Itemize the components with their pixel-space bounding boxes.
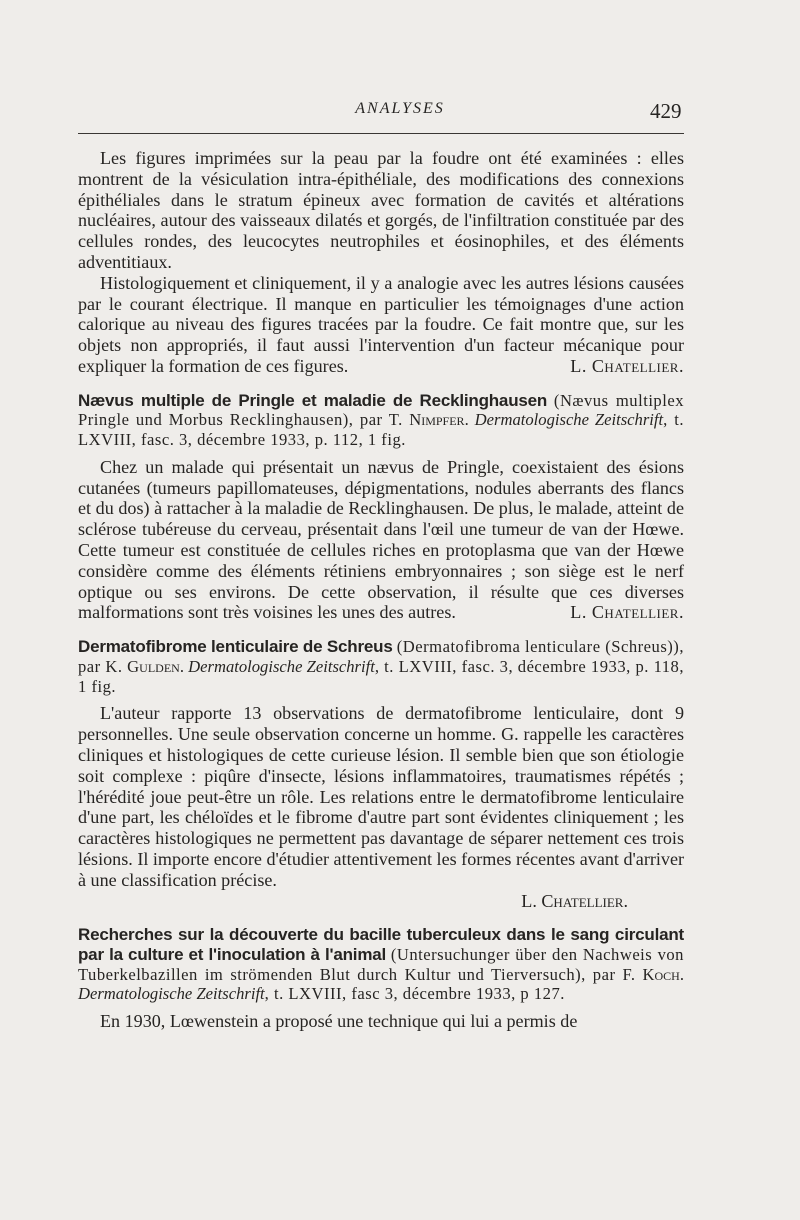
entry1-journal: Dermatologische Zeitschrift xyxy=(474,410,664,430)
page-number: 429 xyxy=(650,99,682,123)
entry3-journal: Dermatologische Zeitschrift xyxy=(78,984,265,1004)
entry2-bib-a: (Dermatofibroma lenticulare (Schreus)), par K. xyxy=(78,637,684,676)
entry0-paragraph-2 xyxy=(78,273,684,377)
entry2-bib-c: , t. LXVIII, fasc. 3, décembre 1933, p. 118, 1 fig. xyxy=(78,656,684,696)
entry2-signature: L. Chatellier. xyxy=(521,890,628,911)
page-body xyxy=(78,148,684,1032)
entry3-bib-c: , t. LXVIII, fasc 3, décembre 1933, p 127. xyxy=(264,984,565,1004)
entry2-heading xyxy=(78,637,684,696)
entry1-paragraph-1-text: Chez un malade qui présentait un nævus de Pringle, coexistaient des ésions cutanées (tumeurs papillomateuses, dépigmentations, nodules aberrants des flancs et du dos) à rattacher à la maladie de Recklinghausen. De plus, le malade, atteint de sclérose tubéreuse du cerveau, présentait dans l'œil une tumeur de van der Hœwe. Cette tumeur est constituée de cellules riches en protoplasma que van der Hœwe considère comme des éléments rétiniens embryonnaires ; son siège est le nerf optique ou ses environs. De cette observation, il résulte que ces diverses malformations sont très voisines les unes des autres. xyxy=(78,456,684,623)
entry1-title: Nævus multiple de Pringle et maladie de Recklinghausen xyxy=(78,390,548,410)
entry3-bib-b: . xyxy=(679,964,684,984)
entry1-bib-b: . xyxy=(464,410,475,430)
running-header-title: ANALYSES xyxy=(355,100,445,117)
header-rule xyxy=(78,133,684,134)
entry1-paragraph-1 xyxy=(78,457,684,623)
entry0-signature: L. Chatellier. xyxy=(570,355,684,376)
entry1-bib-c: , t. LXVIII, fasc. 3, décembre 1933, p. 112, 1 fig. xyxy=(78,410,684,450)
entry2-paragraph-1: L'auteur rapporte 13 observations de dermatofibrome lenticulaire, dont 9 personnelles. Une seule observation concerne un homme. G. rappelle les caractères cliniques et histologiques de cette curieuse lésion. Il semble bien que son étiologie soit complexe : piqûre d'insecte, lésions inflammatoires, traumatismes répétés ; l'hérédité joue peut-être un rôle. Les relations entre le dermatofibrome lenticulaire d'une part, les chéloïdes et le fibrome d'autre part sont évidentes cliniquement ; les caractères histologiques ne permettent pas davantage de séparer nettement ces trois lésions. Il importe encore d'étudier attentivement les formes récentes avant d'arriver à une classification précise. xyxy=(78,703,684,890)
entry1-author: Nimpfer xyxy=(409,410,465,430)
entry0-paragraph-2-text: Histologiquement et cliniquement, il y a analogie avec les autres lésions causées par le courant électrique. Il manque en particulier les témoignages d'une action calorique au niveau des figures tracées par la foudre. Ce fait montre que, sur les objets non appropriés, il faut aussi l'intervention d'un facteur mécanique pour expliquer la formation de ces figures. xyxy=(78,272,684,376)
entry3-author: Koch xyxy=(642,964,680,984)
entry1-heading xyxy=(78,391,684,450)
entry3-paragraph-1: En 1930, Lœwenstein a proposé une technique qui lui a permis de xyxy=(100,1011,578,1032)
entry2-bib-b: . xyxy=(179,656,189,676)
entry1-signature: L. Chatellier. xyxy=(570,602,684,623)
entry3-bib-a: (Untersuchunger über den Nachweis von Tuberkelbazillen im strömenden Blut durch Kultur und Tierversuch), par F. xyxy=(78,945,684,984)
entry2-title: Dermatofibrome lenticulaire de Schreus xyxy=(78,637,393,657)
entry3-title: Recherches sur la découverte du bacille tuberculeux dans le sang circulant par la culture et l'inoculation à l'animal xyxy=(78,925,684,965)
entry2-author: Gulden xyxy=(127,656,180,676)
entry0-paragraph-1: Les figures imprimées sur la peau par la foudre ont été examinées : elles montrent de la vésiculation intra-épithéliale, des modifications des connexions épithéliales dans le stratum épineux avec formation de cavités et altérations nucléaires, autour des vaisseaux dilatés et gorgés, de l'infiltration constituée par des cellules rondes, des leucocytes neutrophiles et éosinophiles, et des éléments adventitiaux. xyxy=(78,148,684,272)
entry3-heading xyxy=(78,925,684,1004)
entry1-bib-a: (Nævus multiplex Pringle und Morbus Recklinghausen), par T. xyxy=(78,390,684,430)
entry2-journal: Dermatologische Zeitschrift xyxy=(188,656,375,676)
